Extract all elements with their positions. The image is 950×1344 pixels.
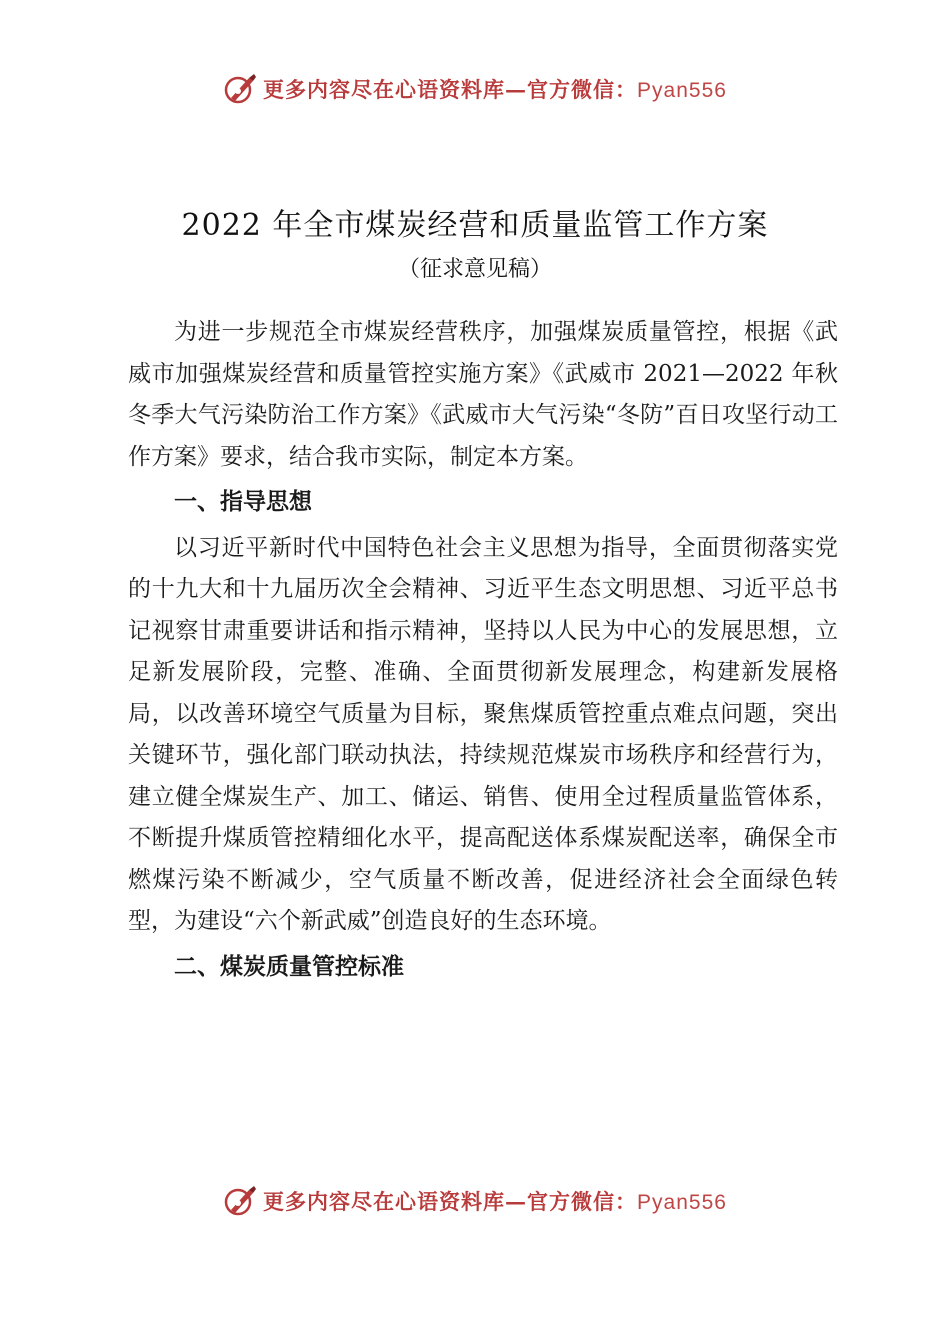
watermark-id: Pyan556 xyxy=(637,79,727,102)
watermark-id: Pyan556 xyxy=(637,1191,727,1214)
section-heading-quality-standards: 二、煤炭质量管控标准 xyxy=(174,953,404,980)
pen-logo-icon xyxy=(223,1184,257,1218)
footer-watermark xyxy=(0,1184,950,1218)
section-heading-guiding-ideology: 一、指导思想 xyxy=(174,489,312,515)
document-body xyxy=(128,312,838,992)
watermark-text: 更多内容尽在心语资料库—官方微信：Pyan556 xyxy=(263,77,727,102)
section-body-guiding-ideology: 以习近平新时代中国特色社会主义思想为指导，全面贯彻落实党的十九大和十九届历次全会精神、习近平生态文明思想、习近平总书记视察甘肃重要讲话和指示精神，坚持以人民为中心的发展思想，立足新发展阶段，完整、准确、全面贯彻新发展理念，构建新发展格局，以改善环境空气质量为目标，聚焦煤质管控重点难点问题，突出关键环节，强化部门联动执法，持续规范煤炭市场秩序和经营行为，建立健全煤炭生产、加工、储运、销售、使用全过程质量监管体系，不断提升煤质管控精细化水平，提高配送体系煤炭配送率，确保全市燃煤污染不断减少，空气质量不断改善，促进经济社会全面绿色转型，为建设“六个新武威”创造良好的生态环境。 xyxy=(128,534,838,934)
document-title: 2022 年全市煤炭经营和质量监管工作方案 xyxy=(181,208,769,243)
watermark-text: 更多内容尽在心语资料库—官方微信：Pyan556 xyxy=(263,1189,727,1214)
header-watermark xyxy=(0,72,950,106)
intro-paragraph: 为进一步规范全市煤炭经营秩序，加强煤炭质量管控，根据《武威市加强煤炭经营和质量管控实施方案》《武威市 2021—2022 年秋冬季大气污染防治工作方案》《武威市大气污染“冬防”百日攻坚行动工作方案》要求，结合我市实际，制定本方案。 xyxy=(128,319,838,470)
document-subtitle: （征求意见稿） xyxy=(397,257,552,282)
pen-logo-icon xyxy=(223,72,257,106)
